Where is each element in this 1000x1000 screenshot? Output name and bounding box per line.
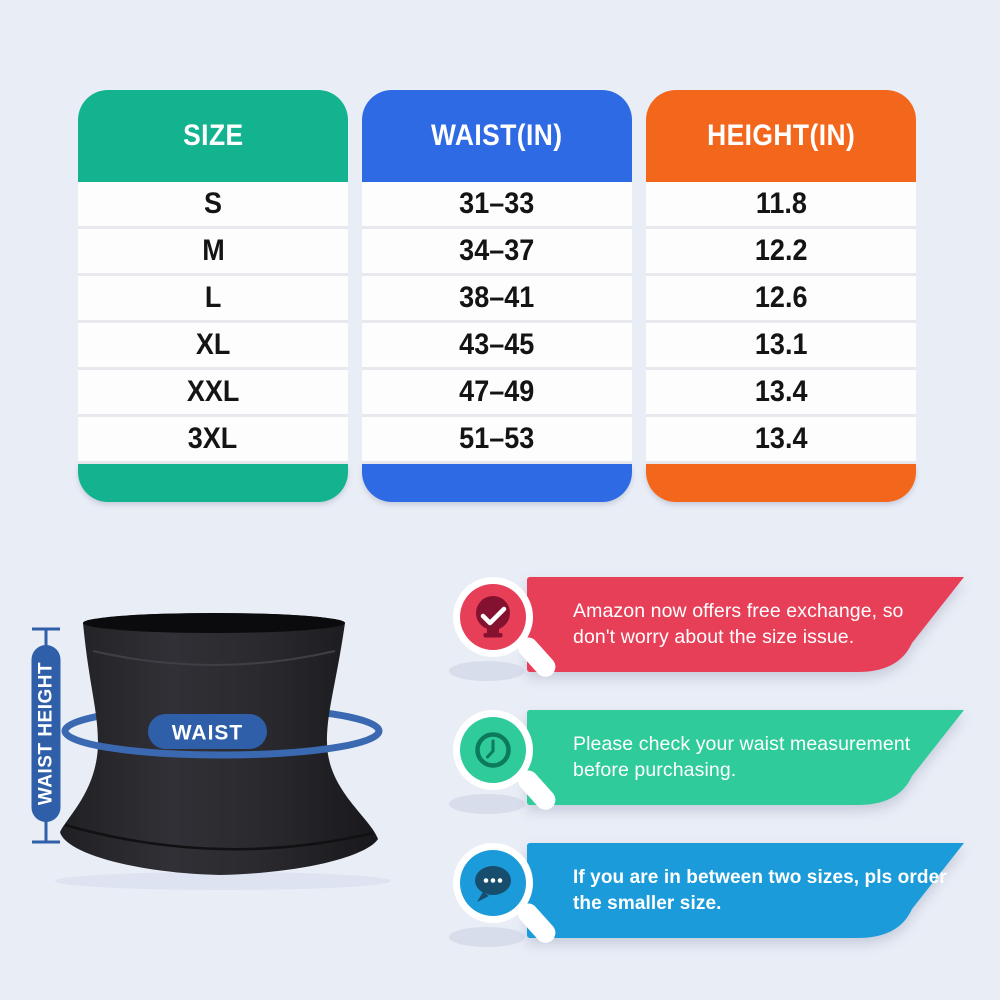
banner-text-line: Please check your waist measurement [573,732,911,755]
table-cell-height-3xl: 13.4 [646,417,916,464]
table-cell-waist-l: 38–41 [362,276,632,323]
banner-between-sizes-text [573,843,951,938]
table-cell-height-l: 12.6 [646,276,916,323]
table-cell-size-xl: XL [78,323,348,370]
waist-label-pill [148,714,267,749]
banner-text-line: before purchasing. [573,758,737,781]
table-cell-waist-xl: 43–45 [362,323,632,370]
clock-icon [443,700,563,840]
size-column-header-label: SIZE [182,119,244,152]
waist-column-header-label: WAIST(IN) [431,119,563,152]
banner-between-sizes [443,833,988,968]
chat-dots-icon [443,833,563,973]
size-chart-table [78,90,916,502]
table-cell-size-l: L [78,276,348,323]
banner-text-line: the smaller size. [573,892,722,914]
waist-column [362,90,632,502]
table-cell-size-xxl: XXL [78,370,348,417]
lightbulb-check-icon [443,567,563,707]
table-cell-waist-3xl: 51–53 [362,417,632,464]
size-column-footer [78,464,348,502]
table-cell-waist-xxl: 47–49 [362,370,632,417]
size-column [78,90,348,502]
height-column [646,90,916,502]
table-cell-height-m: 12.2 [646,229,916,276]
table-cell-waist-m: 34–37 [362,229,632,276]
waist-column-footer [362,464,632,502]
banner-text-line: Amazon now offers free exchange, so [573,599,904,622]
banner-check-measurement [443,700,988,835]
height-column-footer [646,464,916,502]
waist-column-header [362,90,632,182]
waist-height-label: WAIST HEIGHT [35,661,57,806]
waist-height-dimension [32,629,61,842]
banner-free-exchange [443,567,988,702]
table-cell-waist-s: 31–33 [362,182,632,229]
table-cell-size-m: M [78,229,348,276]
waist-trainer-figure [15,585,455,905]
garment-top-opening [83,613,345,633]
height-column-header-label: HEIGHT(IN) [706,119,856,152]
banner-text-line: don't worry about the size issue. [573,625,855,648]
size-column-header [78,90,348,182]
table-cell-height-xl: 13.1 [646,323,916,370]
height-column-header [646,90,916,182]
waist-label: WAIST [171,721,244,745]
table-cell-height-s: 11.8 [646,182,916,229]
banner-check-measurement-text [573,710,923,805]
table-cell-size-s: S [78,182,348,229]
table-cell-size-3xl: 3XL [78,417,348,464]
banner-free-exchange-text [573,577,923,672]
table-cell-height-xxl: 13.4 [646,370,916,417]
banner-text-line: If you are in between two sizes, pls order [573,867,947,889]
